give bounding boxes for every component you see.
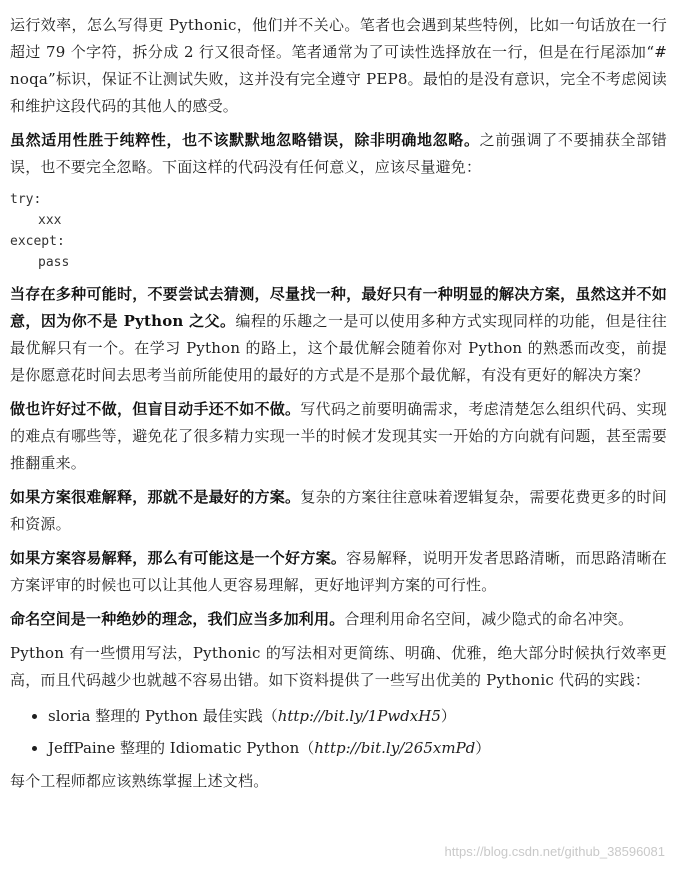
paragraph-easy-to-explain: [10, 545, 667, 599]
reference-close: ）: [440, 707, 456, 725]
reference-link[interactable]: http://bit.ly/265xmPd: [314, 739, 476, 757]
intro-paragraph: 运行效率，怎么写得更 Pythonic，他们并不关心。笔者也会遇到某些特例，比如一句话放在一行超过 79 个字符，拆分成 2 行又很奇怪。笔者通常为了可读性选择放在一行，但是在行尾添加“# noqa”标识，保证不让测试失败，这并没有完全遵守 PEP8。最怕的是没有意识，完全不考虑阅读和维护这段代码的其他人的感受。: [10, 16, 667, 115]
paragraph-hard-to-explain-body: 复杂的方案往往意味着逻辑复杂，需要花费更多的时间和资源。: [10, 488, 667, 533]
list-item: [48, 732, 667, 764]
reference-list: [10, 700, 667, 764]
paragraph-hard-to-explain-lead: 如果方案很难解释，那就不是最好的方案。: [10, 488, 301, 506]
paragraph-do-or-not: [10, 396, 667, 477]
paragraph-hard-to-explain: [10, 484, 667, 538]
paragraph-namespaces-lead: 命名空间是一种绝妙的理念，我们应当多加利用。: [10, 610, 345, 628]
reference-link[interactable]: http://bit.ly/1PwdxH5: [277, 707, 441, 725]
code-line: try:: [10, 192, 42, 207]
reference-close: ）: [475, 739, 491, 757]
reference-text: JeffPaine 整理的 Idiomatic Python（: [48, 739, 315, 757]
paragraph-do-or-not-lead: 做也许好过不做，但盲目动手还不如不做。: [10, 400, 301, 418]
code-line: xxx: [38, 213, 62, 228]
code-line: except:: [10, 234, 65, 249]
code-line: pass: [38, 255, 70, 270]
paragraph-errors-lead: 虽然适用性胜于纯粹性，也不该默默地忽略错误，除非明确地忽略。: [10, 131, 480, 149]
paragraph-errors: [10, 127, 667, 181]
paragraph-easy-to-explain-lead: 如果方案容易解释，那么有可能这是一个好方案。: [10, 549, 347, 567]
paragraph-namespaces-body: 合理利用命名空间，减少隐式的命名冲突。: [344, 610, 634, 628]
list-item: [48, 700, 667, 732]
reference-text: sloria 整理的 Python 最佳实践（: [48, 707, 278, 725]
closing-paragraph: 每个工程师都应该熟练掌握上述文档。: [10, 772, 269, 790]
paragraph-easy-to-explain-body: 容易解释，说明开发者思路清晰，而思路清晰在方案评审的时候也可以让其他人更容易理解，更好地评判方案的可行性。: [10, 549, 668, 594]
paragraph-namespaces: [10, 606, 667, 633]
paragraph-one-way-lead: 当存在多种可能时，不要尝试去猜测，尽量找一种，最好只有一种明显的解决方案，虽然这并不如意，因为你不是 Python 之父。: [10, 285, 667, 330]
paragraph-errors-body: 之前强调了不要捕获全部错误，也不要完全忽略。下面这样的代码没有任何意义，应该尽量避免：: [10, 131, 667, 176]
paragraph-one-way-body: 编程的乐趣之一是可以使用多种方式实现同样的功能，但是往往最优解只有一个。在学习 Python 的路上，这个最优解会随着你对 Python 的熟悉而改变，前提是你愿意花时间去思考当前所能使用的最好的方式是不是那个最优解，有没有更好的解决方案？: [10, 312, 667, 384]
watermark: https://blog.csdn.net/github_38596081: [444, 844, 665, 859]
paragraph-do-or-not-body: 写代码之前要明确需求，考虑清楚怎么组织代码、实现的难点有哪些等，避免花了很多精力实现一半的时候才发现其实一开始的方向就有问题，甚至需要推翻重来。: [10, 400, 667, 472]
code-block: [10, 189, 667, 273]
paragraph-one-way: [10, 281, 667, 389]
paragraph-pythonic: Python 有一些惯用写法，Pythonic 的写法相对更简练、明确、优雅，绝大部分时候执行效率更高，而且代码越少也就越不容易出错。如下资料提供了一些写出优美的 Pythonic 代码的实践：: [10, 644, 667, 689]
